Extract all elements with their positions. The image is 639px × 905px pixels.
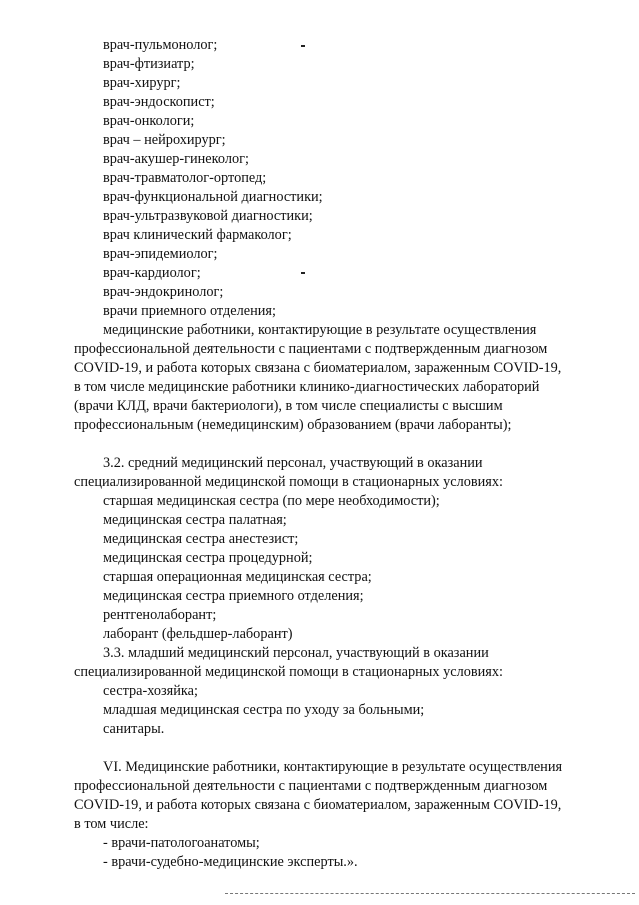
list-item: врач-акушер-гинеколог; [103, 151, 249, 167]
list-item: медицинская сестра палатная; [103, 512, 287, 528]
paragraph-line: (врачи КЛД, врачи бактериологи), в том числе специалисты с высшим [74, 398, 503, 414]
list-item: санитары. [103, 721, 165, 737]
list-item: врач – нейрохирург; [103, 132, 226, 148]
list-item: врач-эпидемиолог; [103, 246, 218, 262]
paragraph-line: профессиональным (немедицинским) образованием (врачи лаборанты); [74, 417, 512, 433]
list-item: медицинская сестра приемного отделения; [103, 588, 364, 604]
list-item: рентгенолаборант; [103, 607, 217, 623]
paragraph-line: медицинские работники, контактирующие в результате осуществления [103, 322, 537, 338]
list-item: сестра-хозяйка; [103, 683, 198, 699]
list-item: лаборант (фельдшер-лаборант) [103, 626, 293, 642]
list-item: врач-травматолог-ортопед; [103, 170, 267, 186]
list-item: врач-хирург; [103, 75, 181, 91]
list-item: врач-фтизиатр; [103, 56, 195, 72]
paragraph-line: COVID-19, и работа которых связана с биоматериалом, зараженным COVID-19, [74, 360, 562, 376]
paragraph-line: профессиональной деятельности с пациентами с подтвержденным диагнозом [74, 341, 548, 357]
list-item: младшая медицинская сестра по уходу за больными; [103, 702, 425, 718]
list-item: старшая медицинская сестра (по мере необходимости); [103, 493, 440, 509]
section-heading: 3.3. младший медицинский персонал, участвующий в оказании [103, 645, 489, 661]
list-item: старшая операционная медицинская сестра; [103, 569, 372, 585]
list-item: врач-пульмонолог; [103, 37, 218, 53]
list-item: врач-кардиолог; [103, 265, 201, 281]
list-item: врач клинический фармаколог; [103, 227, 292, 243]
section-heading: VI. Медицинские работники, контактирующие в результате осуществления [103, 759, 563, 775]
list-item: врач-онкологи; [103, 113, 195, 129]
list-item: врачи приемного отделения; [103, 303, 276, 319]
list-item: медицинская сестра процедурной; [103, 550, 313, 566]
list-item: - врачи-патологоанатомы; [103, 835, 260, 851]
list-item: медицинская сестра анестезист; [103, 531, 299, 547]
list-item: врач-эндокринолог; [103, 284, 224, 300]
paragraph-line: COVID-19, и работа которых связана с биоматериалом, зараженным COVID-19, [74, 797, 562, 813]
section-heading: специализированной медицинской помощи в стационарных условиях: [74, 664, 503, 680]
list-item: - врачи-судебно-медицинские эксперты.». [103, 854, 358, 870]
footer-rule [225, 893, 635, 894]
list-item: врач-функциональной диагностики; [103, 189, 323, 205]
paragraph-line: в том числе медицинские работники клинико-диагностических лабораторий [74, 379, 540, 395]
section-heading: специализированной медицинской помощи в стационарных условиях: [74, 474, 503, 490]
section-heading: 3.2. средний медицинский персонал, участвующий в оказании [103, 455, 483, 471]
paragraph-line: в том числе: [74, 816, 149, 832]
list-item: врач-эндоскопист; [103, 94, 215, 110]
list-item: врач-ультразвуковой диагностики; [103, 208, 313, 224]
paragraph-line: профессиональной деятельности с пациентами с подтвержденным диагнозом [74, 778, 548, 794]
